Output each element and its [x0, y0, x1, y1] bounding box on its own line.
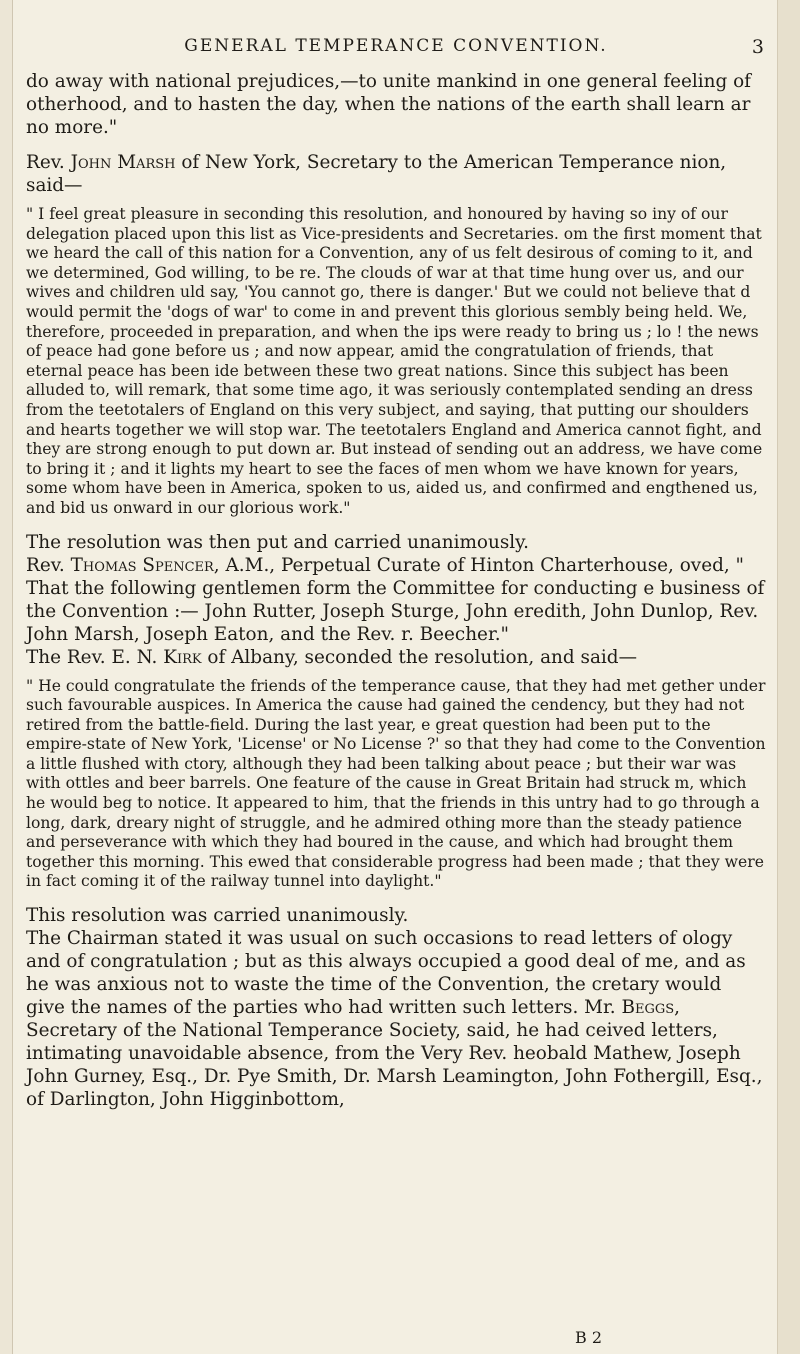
- paragraph-4: [26, 554, 766, 646]
- paragraph-1: do away with national prejudices,—to unite mankind in one general feeling of otherhood, and to hasten the day, when the nations of the earth shall learn ar no more.": [26, 71, 751, 138]
- speaker-name-beggs: Beggs: [621, 997, 675, 1019]
- running-head: GENERAL TEMPERANCE CONVENTION.: [184, 36, 608, 56]
- paragraph-7-text: , Secretary of the National Temperance Society, said, he had ceived letters, intimating unavoidable absence, from the Very Rev. heobald Mathew, Joseph John Gurney, Esq., Dr. Pye Smith, Dr. Marsh Leamington, John Fothergill, Esq., of Darlington, John Higginbottom,: [26, 997, 763, 1111]
- right-page-edge: [777, 0, 800, 1354]
- quote-2: " He could congratulate the friends of the temperance cause, that they had met gether under such favourable auspices. In America the cause had gained the cendency, but they had not retired from the battle-field. During the last year, e great question had been put to the empire-state of New York, 'License' or No License ?' so that they had come to the Convention a little flushed with ctory, although they had been talking about peace ; but their war was with ottles and beer barrels. One feature of the cause in Great Britain had struck m, which he would beg to notice. It appeared to him, that the friends in this untry had to go through a long, dark, dreary night of struggle, and he admired othing more than the steady patience and perseverance with which they had boured in the cause, and which had brought them together this morning. This ewed that considerable progress had been made ; that they were in fact coming it of the railway tunnel into daylight.": [26, 676, 766, 891]
- paragraph-2: [26, 151, 766, 197]
- paragraph-5-prefix: The Rev. E. N.: [26, 646, 164, 668]
- paragraph-5: [26, 646, 766, 669]
- speaker-name-kirk: Kirk: [163, 646, 202, 668]
- left-binding-edge: [0, 0, 13, 1354]
- paragraph-7: [26, 927, 766, 1111]
- paragraph-7-prefix: The Chairman stated it was usual on such occasions to read letters of ology and of congratulation ; but as this always occupied a good deal of me, and as he was anxious not to waste the time of the Convention, the cretary would give the names of the parties who had written such letters. Mr.: [26, 928, 746, 1019]
- speaker-name-marsh: John Marsh: [70, 152, 176, 173]
- paragraph-2-prefix: Rev.: [26, 152, 71, 173]
- quote-1: " I feel great pleasure in seconding this resolution, and honoured by having so iny of our delegation placed upon this list as Vice-presidents and Secretaries. om the first moment that we heard the call of this nation for a Convention, any of us felt desirous of coming to it, and we determined, God willing, to be re. The clouds of war at that time hung over us, and our wives and children uld say, 'You cannot go, there is danger.' But we could not believe that d would permit the 'dogs of war' to come in and prevent this glorious sembly being held. We, therefore, proceeded in preparation, and when the ips were ready to bring us ; lo ! the news of peace had gone before us ; and now appear, amid the congratulation of friends, that eternal peace has been ide between these two great nations. Since this subject has been alluded to, will remark, that some time ago, it was seriously contemplated sending an dress from the teetotalers of England on this very subject, and saying, that putting our shoulders and hearts together we will stop war. The teetotalers England and America cannot fight, and they are strong enough to put down ar. But instead of sending out an address, we have come to bring it ; and it lights my heart to see the faces of men whom we have known for years, some whom have been in America, spoken to us, aided us, and confirmed and engthened us, and bid us onward in our glorious work.": [26, 205, 763, 517]
- book-page: [26, 0, 766, 1354]
- signature-mark: B 2: [574, 1328, 602, 1347]
- paragraph-4-prefix: Rev.: [26, 554, 71, 576]
- page-number: 3: [751, 36, 764, 58]
- page-header: [26, 36, 766, 60]
- page-body: [26, 70, 766, 1111]
- paragraph-4-text: , A.M., Perpetual Curate of Hinton Charterhouse, oved, " That the following gentlemen form the Committee for conducting e business of the Convention :— John Rutter, Joseph Sturge, John eredith, John Dunlop, Rev. John Marsh, Joseph Eaton, and the Rev. r. Beecher.": [26, 554, 765, 645]
- paragraph-2-text: of New York, Secretary to the American Temperance nion, said—: [26, 152, 727, 196]
- paragraph-6: This resolution was carried unanimously.: [26, 905, 409, 927]
- paragraph-5-text: of Albany, seconded the resolution, and said—: [201, 646, 637, 668]
- paragraph-3: The resolution was then put and carried unanimously.: [26, 531, 529, 553]
- speaker-name-spencer: Thomas Spencer: [70, 554, 214, 576]
